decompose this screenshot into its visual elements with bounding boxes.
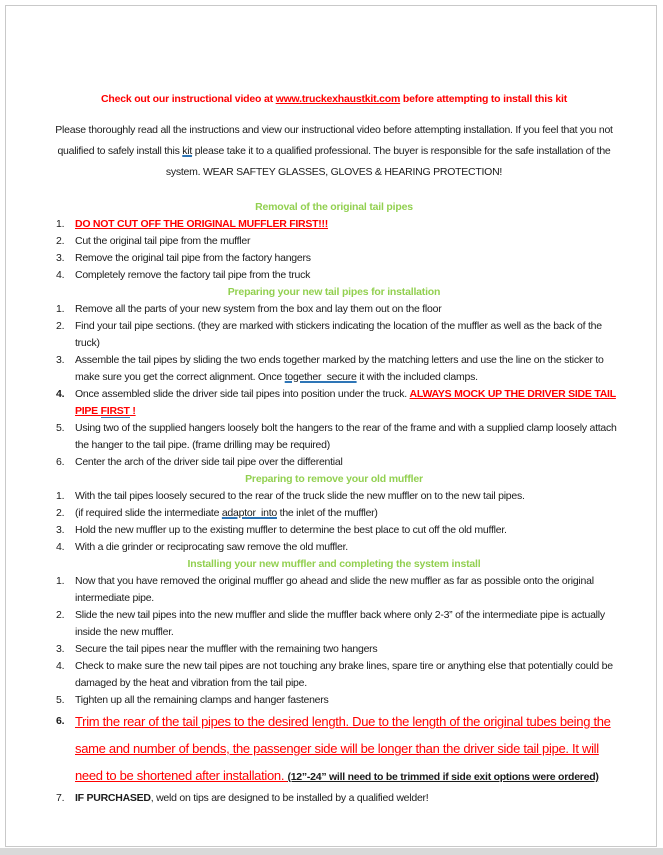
list-item (56, 454, 626, 471)
item-number: 3. (56, 252, 65, 264)
list-item (56, 658, 626, 692)
item-text: Hold the new muffler up to the existing muffler to determine the best place to cut off the old muffler. (75, 524, 507, 536)
section-list-preparing-tailpipes (42, 301, 626, 471)
item-number: 5. (56, 422, 65, 434)
item-text: Completely remove the factory tail pipe from the truck (75, 269, 311, 281)
list-item-trim-warning (56, 709, 626, 790)
header-text-before-link: Check out our instructional video at (100, 93, 276, 105)
item-number: 4. (56, 269, 65, 281)
item-number: 6. (56, 456, 65, 468)
item-text: (if required slide the intermediate (75, 507, 222, 519)
intro-text-continued: please take it to a qualified professional. The buyer is responsible for the safe installation of the system. WEAR SAFTEY GLASSES, GLOVES & HEARING PROTECTION! (165, 145, 611, 178)
list-item (56, 216, 626, 233)
item-number: 2. (56, 235, 65, 247)
list-item (56, 522, 626, 539)
section-list-remove-old-muffler (42, 488, 626, 556)
item-number: 2. (56, 320, 65, 332)
list-item (56, 386, 626, 420)
item-text: Slide the new tail pipes into the new muffler and slide the muffler back where only 2-3” of the intermediate pipe is actually inside the new muffler. (75, 609, 605, 638)
list-item (56, 539, 626, 556)
item-text: Find your tail pipe sections. (they are marked with stickers indicating the location of the muffler as well as the back of the truck) (75, 320, 602, 349)
list-item (56, 488, 626, 505)
grammar-underlined-text: together secure (284, 371, 357, 383)
list-item (56, 318, 626, 352)
item-text: Using two of the supplied hangers loosely bolt the hangers to the rear of the frame and with a supplied clamp loosely attach the hanger to the tail pipe. (frame drilling may be required) (75, 422, 617, 451)
list-item (56, 641, 626, 658)
section-heading-preparing-tailpipes: Preparing your new tail pipes for installation (227, 286, 441, 298)
list-item (56, 267, 626, 284)
warning-text-end: ! (129, 405, 136, 417)
item-text: Cut the original tail pipe from the muffler (75, 235, 251, 247)
header-notice (42, 91, 626, 108)
trim-warning-text: Trim the rear of the tail pipes to the desired length. Due to the length of the original tubes being the same and number of bends, the passenger side will be longer than the driver side tail pipe. It will need to be shortened after installation. (75, 714, 611, 783)
document-page (5, 5, 657, 847)
trim-note-text: (12”-24” will need to be trimmed if side exit options were ordered) (287, 771, 599, 783)
item-text: With a die grinder or reciprocating saw remove the old muffler. (75, 541, 348, 553)
item-number: 1. (56, 575, 65, 587)
list-item (56, 233, 626, 250)
page-bottom-gutter (0, 848, 663, 855)
item-number: 2. (56, 507, 65, 519)
list-item (56, 301, 626, 318)
section-heading-installing-new-muffler: Installing your new muffler and completing the system install (187, 558, 481, 570)
if-purchased-label: IF PURCHASED (75, 792, 151, 804)
item-text: Check to make sure the new tail pipes are not touching any brake lines, spare tire or anything else that potentially could be damaged by the heat and vibration from the tail pipe. (75, 660, 613, 689)
item-number: 5. (56, 694, 65, 706)
intro-paragraph (42, 120, 626, 183)
item-text: Remove all the parts of your new system from the box and lay them out on the floor (75, 303, 442, 315)
item-number: 4. (56, 388, 65, 400)
list-item (56, 250, 626, 267)
item-number: 1. (56, 218, 65, 230)
item-text-continued: , weld on tips are designed to be installed by a qualified welder! (150, 792, 429, 804)
item-number: 4. (56, 660, 65, 672)
warning-text: DO NOT CUT OFF THE ORIGINAL MUFFLER FIRST!!! (75, 218, 329, 230)
item-text: Now that you have removed the original muffler go ahead and slide the new muffler as far as possible onto the original intermediate pipe. (75, 575, 594, 604)
list-item (56, 505, 626, 522)
item-number: 3. (56, 354, 65, 366)
item-text-continued: it with the included clamps. (356, 371, 478, 383)
item-text: Assemble the tail pipes by sliding the two ends together marked by the matching letters and use the line on the sticker to make sure you get the correct alignment. Once (75, 354, 604, 383)
item-number: 3. (56, 643, 65, 655)
item-text: Center the arch of the driver side tail pipe over the differential (75, 456, 343, 468)
list-item (56, 692, 626, 709)
header-text-after-link: before attempting to install this kit (400, 93, 568, 105)
item-text: Tighten up all the remaining clamps and hanger fasteners (75, 694, 329, 706)
item-number: 2. (56, 609, 65, 621)
section-list-installing-new-muffler (42, 573, 626, 807)
list-item (56, 790, 626, 807)
item-text-continued: the inlet of the muffler) (276, 507, 378, 519)
list-item (56, 352, 626, 386)
item-text: Secure the tail pipes near the muffler with the remaining two hangers (75, 643, 378, 655)
warning-text: ALWAYS MOCK UP THE DRIVER SIDE TAIL PIPE (75, 388, 616, 417)
item-number: 4. (56, 541, 65, 553)
item-number: 6. (56, 715, 65, 727)
item-number: 1. (56, 303, 65, 315)
section-list-removal (42, 216, 626, 284)
item-number: 1. (56, 490, 65, 502)
grammar-underlined-text: adaptor into (221, 507, 277, 519)
section-heading-removal: Removal of the original tail pipes (255, 201, 413, 213)
item-number: 7. (56, 792, 65, 804)
item-text: Once assembled slide the driver side tail pipes into position under the truck. (75, 388, 410, 400)
list-item (56, 607, 626, 641)
section-heading-remove-old-muffler: Preparing to remove your old muffler (245, 473, 423, 485)
list-item (56, 420, 626, 454)
intro-text: Please thoroughly read all the instructions and view our instructional video before attempting installation. If you feel that you not qualified to safely install this (55, 124, 613, 157)
item-text: Remove the original tail pipe from the factory hangers (75, 252, 311, 264)
list-item (56, 573, 626, 607)
warning-text-grammar-flagged: FIRST (100, 405, 130, 417)
instructional-video-link[interactable]: www.truckexhaustkit.com (275, 93, 401, 105)
intro-grammar-underlined-word: kit (182, 145, 193, 157)
item-text: With the tail pipes loosely secured to the rear of the truck slide the new muffler on to the new tail pipes. (75, 490, 525, 502)
item-number: 3. (56, 524, 65, 536)
